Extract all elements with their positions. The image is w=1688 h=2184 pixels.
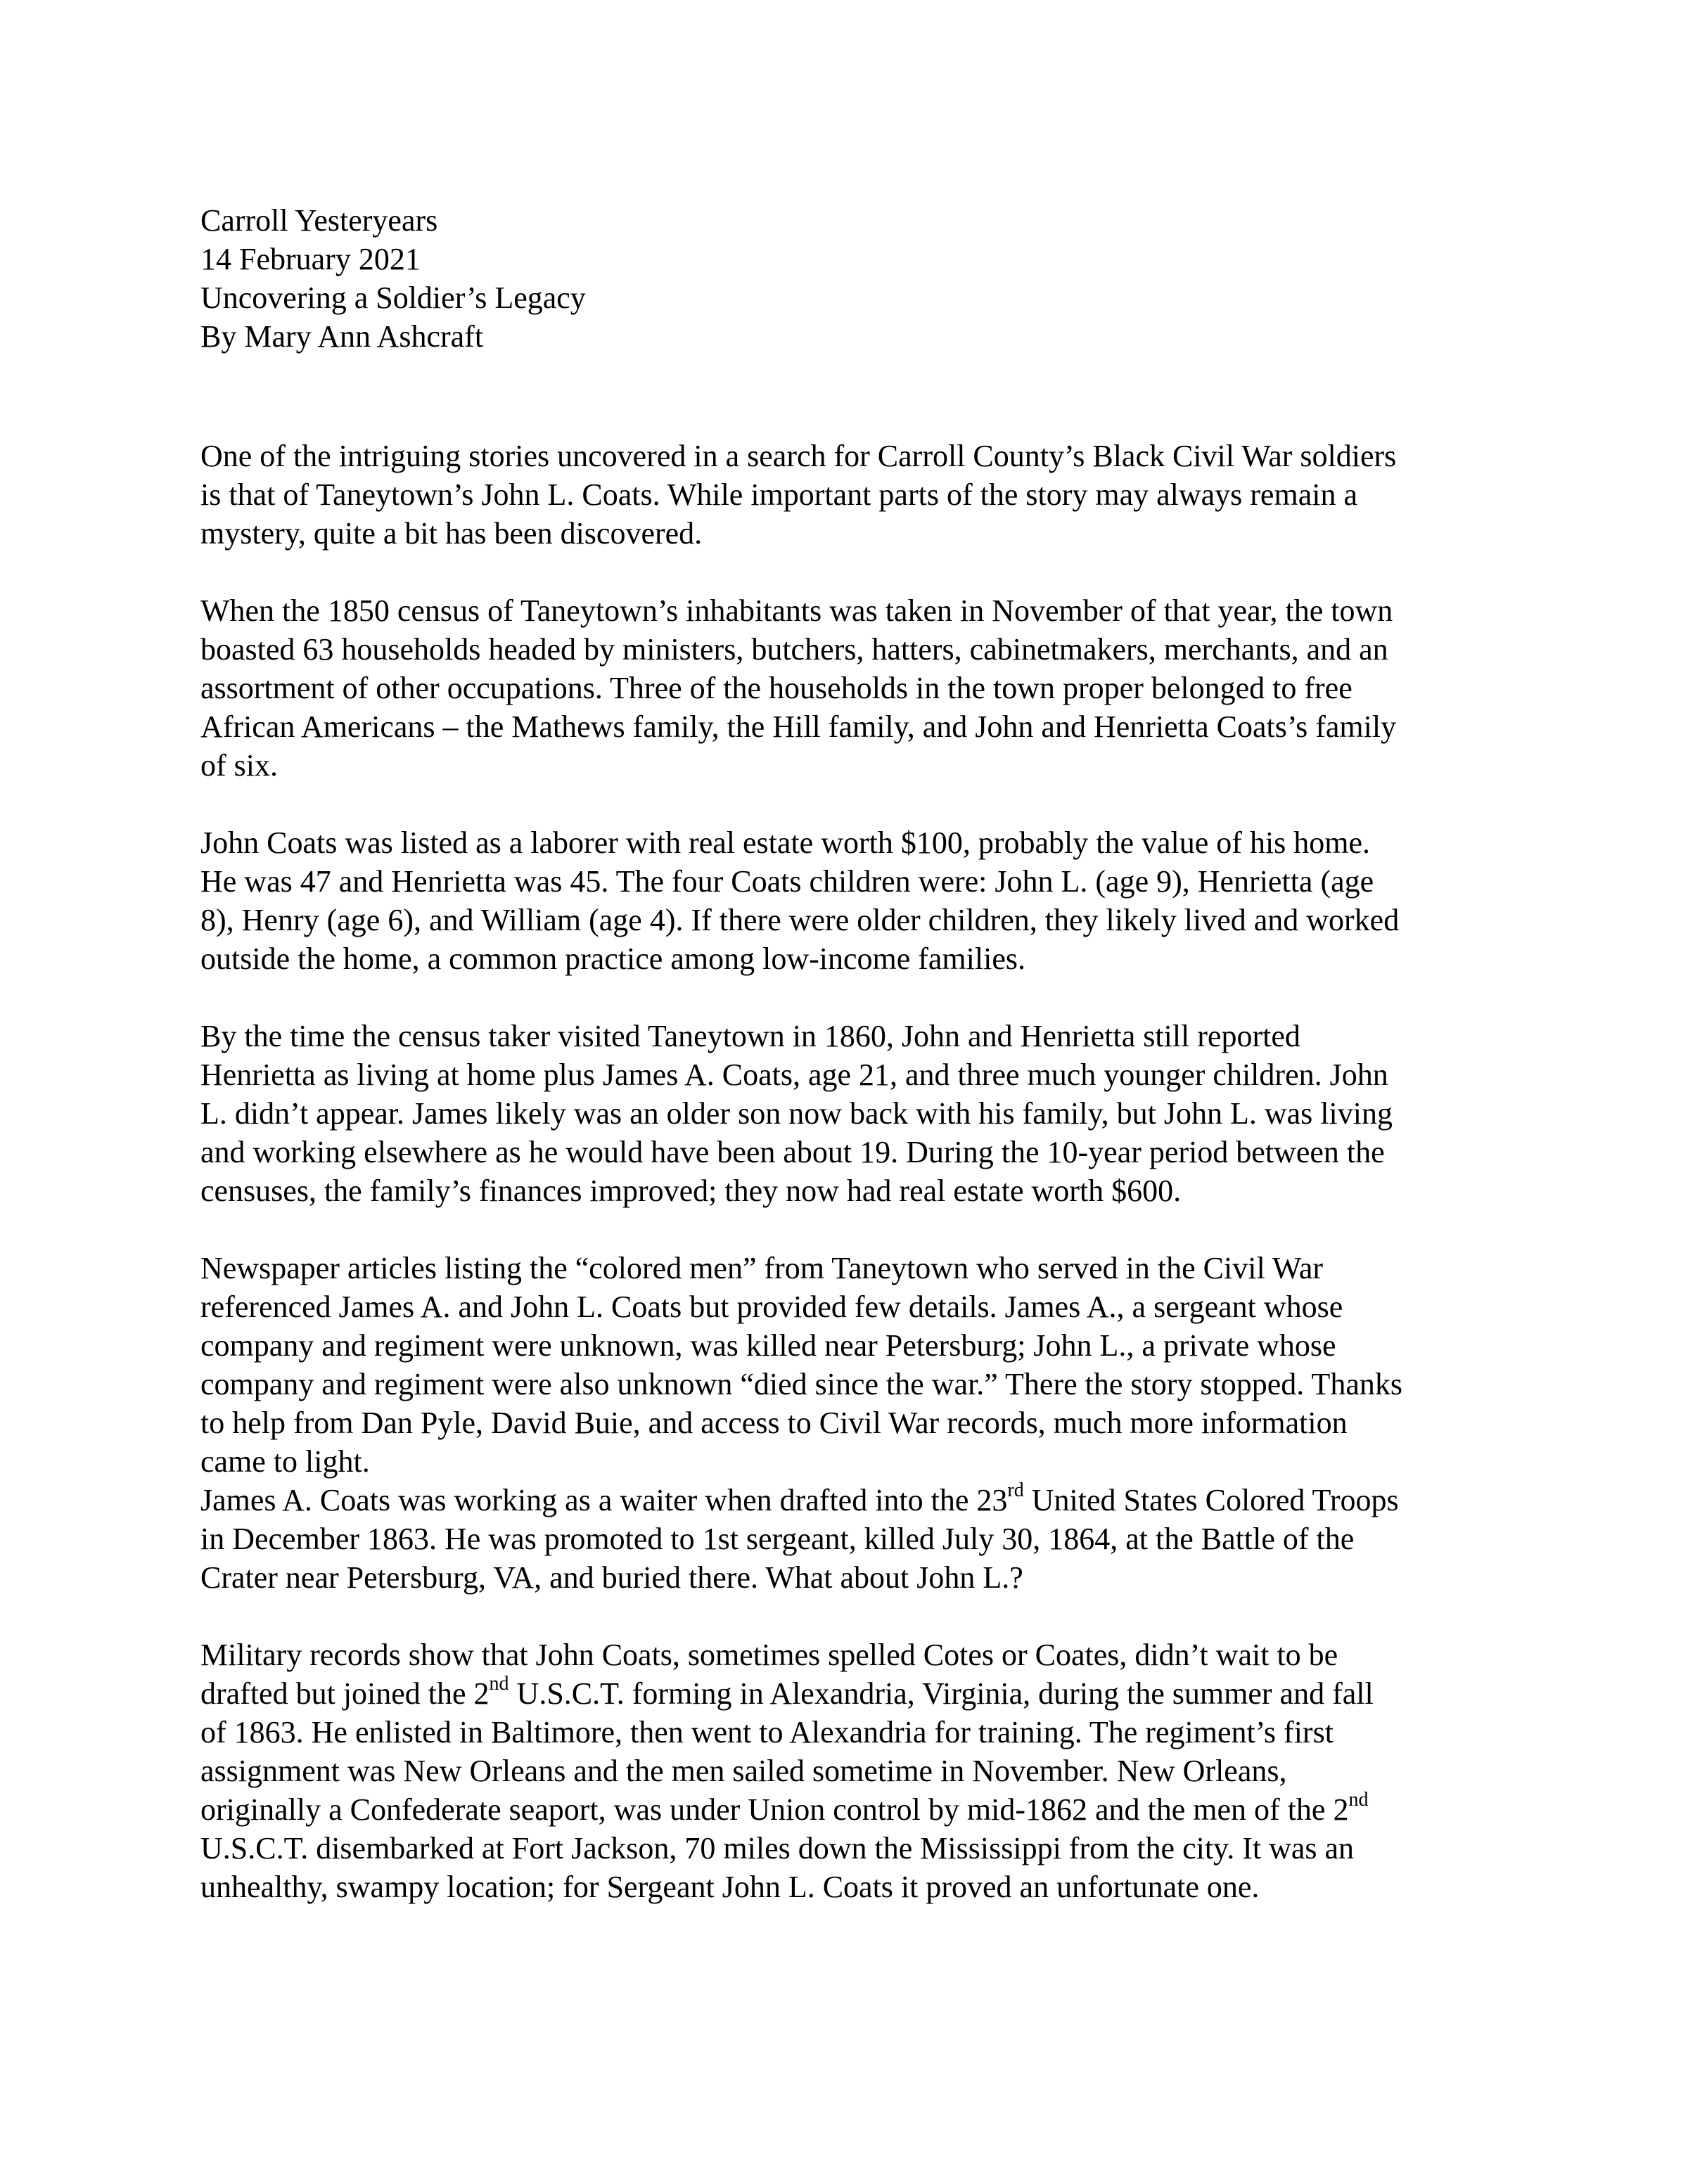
text-line: outside the home, a common practice among low-income families. xyxy=(200,942,1025,976)
text-fragment: James A. Coats was working as a waiter when drafted into the 23 xyxy=(200,1483,1008,1517)
text-line: in December 1863. He was promoted to 1st sergeant, killed July 30, 1864, at the Battle of the xyxy=(200,1522,1355,1556)
text-line: He was 47 and Henrietta was 45. The four Coats children were: John L. (age 9), Henrietta (age xyxy=(200,864,1374,899)
text-fragment: U.S.C.T. forming in Alexandria, Virginia, during the summer and fall xyxy=(509,1676,1374,1711)
text-line xyxy=(200,1674,1523,1713)
article-header xyxy=(200,201,1523,356)
text-line: mystery, quite a bit has been discovered. xyxy=(200,516,703,551)
text-line: unhealthy, swampy location; for Sergeant John L. Coats it proved an unfortunate one. xyxy=(200,1870,1260,1904)
text-line: John Coats was listed as a laborer with real estate worth $100, probably the value of his home. xyxy=(200,826,1371,860)
text-line: of six. xyxy=(200,748,278,783)
text-line: African Americans – the Mathews family, the Hill family, and John and Henrietta Coats’s family xyxy=(200,709,1397,744)
text-line: By the time the census taker visited Taneytown in 1860, John and Henrietta still reported xyxy=(200,1019,1300,1053)
paragraph-1860-census xyxy=(200,1017,1523,1210)
text-line: company and regiment were unknown, was killed near Petersburg; John L., a private whose xyxy=(200,1328,1336,1363)
text-line: assortment of other occupations. Three of the households in the town proper belonged to free xyxy=(200,671,1353,705)
text-line: When the 1850 census of Taneytown’s inhabitants was taken in November of that year, the town xyxy=(200,593,1393,628)
text-line: of 1863. He enlisted in Baltimore, then went to Alexandria for training. The regiment’s first xyxy=(200,1715,1334,1749)
paragraph-newspaper-articles xyxy=(200,1249,1523,1481)
text-fragment: drafted but joined the 2 xyxy=(200,1676,490,1711)
text-line: Crater near Petersburg, VA, and buried there. What about John L.? xyxy=(200,1560,1023,1595)
text-line: censuses, the family’s finances improved; they now had real estate worth $600. xyxy=(200,1174,1182,1208)
text-line: company and regiment were also unknown “died since the war.” There the story stopped. Thanks xyxy=(200,1367,1402,1401)
text-line xyxy=(200,1790,1523,1829)
article-title: Uncovering a Soldier’s Legacy xyxy=(200,281,586,315)
text-line: L. didn’t appear. James likely was an older son now back with his family, but John L. was living xyxy=(200,1096,1393,1131)
column-name: Carroll Yesteryears xyxy=(200,203,438,238)
text-line: came to light. xyxy=(200,1444,370,1479)
text-line: is that of Taneytown’s John L. Coats. While important parts of the story may always remain a xyxy=(200,477,1357,512)
text-line: boasted 63 households headed by ministers, butchers, hatters, cabinetmakers, merchants, and an xyxy=(200,632,1388,667)
paragraph-coats-family xyxy=(200,823,1523,978)
ordinal-superscript: nd xyxy=(1348,1789,1369,1811)
text-line: to help from Dan Pyle, David Buie, and access to Civil War records, much more information xyxy=(200,1406,1348,1440)
ordinal-superscript: rd xyxy=(1007,1479,1024,1502)
text-line: Henrietta as living at home plus James A. Coats, age 21, and three much younger children. John xyxy=(200,1058,1388,1092)
text-fragment: United States Colored Troops xyxy=(1023,1483,1399,1517)
paragraph-military-records xyxy=(200,1636,1523,1906)
text-line: referenced James A. and John L. Coats but provided few details. James A., a sergeant whose xyxy=(200,1290,1343,1324)
text-line: Military records show that John Coats, sometimes spelled Cotes or Coates, didn’t wait to be xyxy=(200,1638,1338,1672)
paragraph-intro xyxy=(200,437,1523,553)
text-fragment: originally a Confederate seaport, was under Union control by mid-1862 and the men of the 2 xyxy=(200,1792,1349,1827)
text-line: Newspaper articles listing the “colored men” from Taneytown who served in the Civil War xyxy=(200,1251,1324,1285)
article-date: 14 February 2021 xyxy=(200,242,421,276)
ordinal-superscript: nd xyxy=(489,1673,509,1695)
text-line: 8), Henry (age 6), and William (age 4). If there were older children, they likely lived and worked xyxy=(200,903,1400,937)
paragraph-1850-census xyxy=(200,591,1523,785)
text-line xyxy=(200,1481,1523,1520)
document-page xyxy=(200,201,1523,1945)
article-byline: By Mary Ann Ashcraft xyxy=(200,319,484,354)
text-line: One of the intriguing stories uncovered in a search for Carroll County’s Black Civil War soldiers xyxy=(200,439,1397,473)
text-line: U.S.C.T. disembarked at Fort Jackson, 70 miles down the Mississippi from the city. It was an xyxy=(200,1831,1355,1865)
paragraph-james-coats xyxy=(200,1481,1523,1597)
text-line: assignment was New Orleans and the men sailed sometime in November. New Orleans, xyxy=(200,1754,1287,1788)
text-line: and working elsewhere as he would have been about 19. During the 10-year period between the xyxy=(200,1135,1385,1169)
